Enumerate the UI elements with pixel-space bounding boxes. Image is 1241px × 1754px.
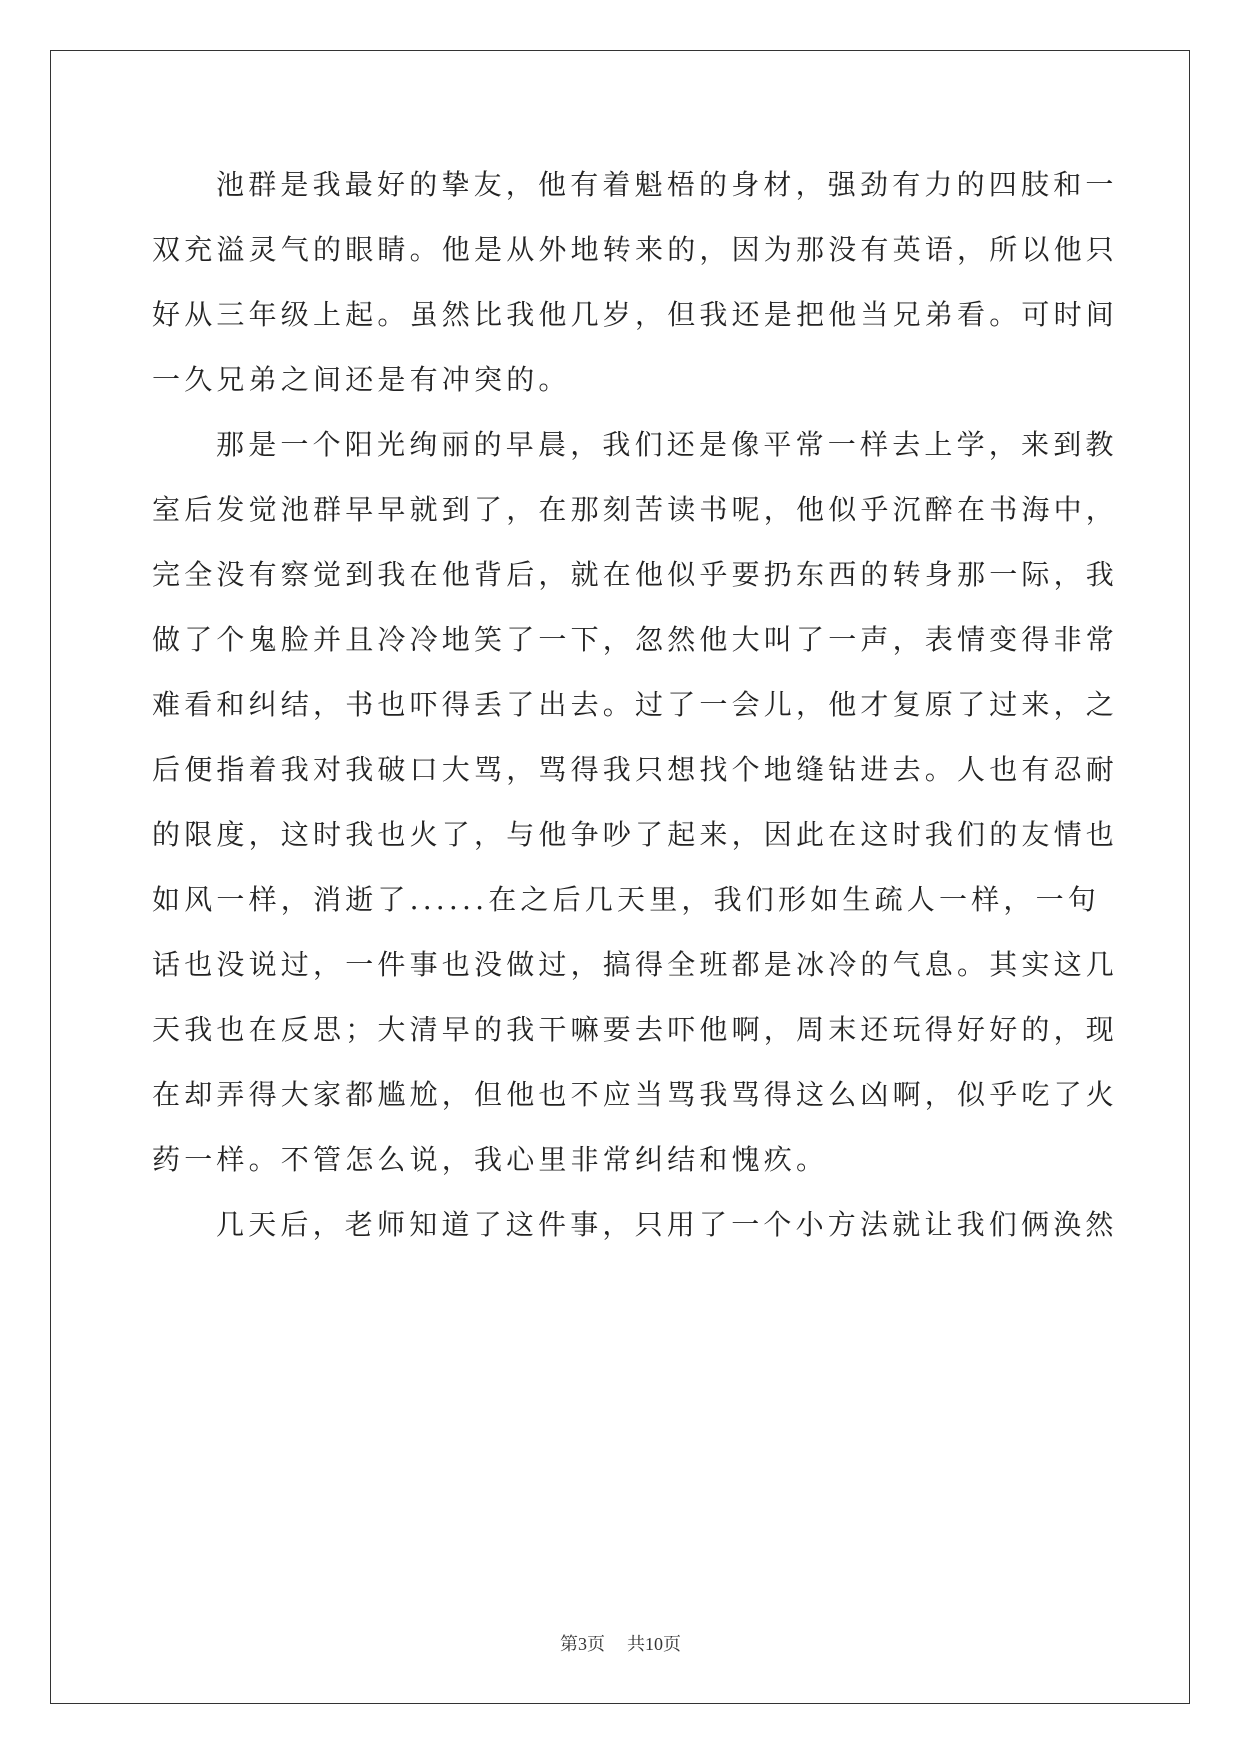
text-line: 池群是我最好的挚友，他有着魁梧的身材，强劲有力的四肢和一 [216, 168, 1118, 201]
text-line: 那是一个阳光绚丽的早晨，我们还是像平常一样去上学，来到教 [216, 428, 1118, 461]
text-line: 天我也在反思；大清早的我干嘛要去吓他啊，周末还玩得好好的，现 [152, 1013, 1119, 1046]
text-line: 在却弄得大家都尴尬，但他也不应当骂我骂得这么凶啊，似乎吃了火 [152, 1078, 1119, 1111]
text-line: 后便指着我对我破口大骂，骂得我只想找个地缝钻进去。人也有忍耐 [152, 753, 1119, 786]
document-body [152, 152, 1119, 1257]
text-line: 几天后，老师知道了这件事，只用了一个小方法就让我们俩涣然 [216, 1208, 1118, 1241]
text-line: 的限度，这时我也火了，与他争吵了起来，因此在这时我们的友情也 [152, 818, 1119, 851]
text-line: 完全没有察觉到我在他背后，就在他似乎要扔东西的转身那一际，我 [152, 558, 1119, 591]
page-footer [0, 1630, 1241, 1656]
text-line: 药一样。不管怎么说，我心里非常纠结和愧疚。 [152, 1143, 829, 1176]
text-line: 做了个鬼脸并且冷冷地笑了一下，忽然他大叫了一声，表情变得非常 [152, 623, 1119, 656]
text-line: 难看和纠结，书也吓得丢了出去。过了一会儿，他才复原了过来，之 [152, 688, 1119, 721]
text-line: 一久兄弟之间还是有冲突的。 [152, 363, 571, 396]
text-line: 好从三年级上起。虽然比我他几岁，但我还是把他当兄弟看。可时间 [152, 298, 1119, 331]
page-number-total: 共10页 [627, 1634, 681, 1654]
text-line: 话也没说过，一件事也没做过，搞得全班都是冰冷的气息。其实这几 [152, 948, 1119, 981]
page-number-current: 第3页 [560, 1634, 605, 1654]
text-line: 室后发觉池群早早就到了，在那刻苦读书呢，他似乎沉醉在书海中， [152, 493, 1119, 526]
text-line: 如风一样，消逝了......在之后几天里，我们形如生疏人一样，一句 [152, 883, 1101, 916]
text-line: 双充溢灵气的眼睛。他是从外地转来的，因为那没有英语，所以他只 [152, 233, 1119, 266]
